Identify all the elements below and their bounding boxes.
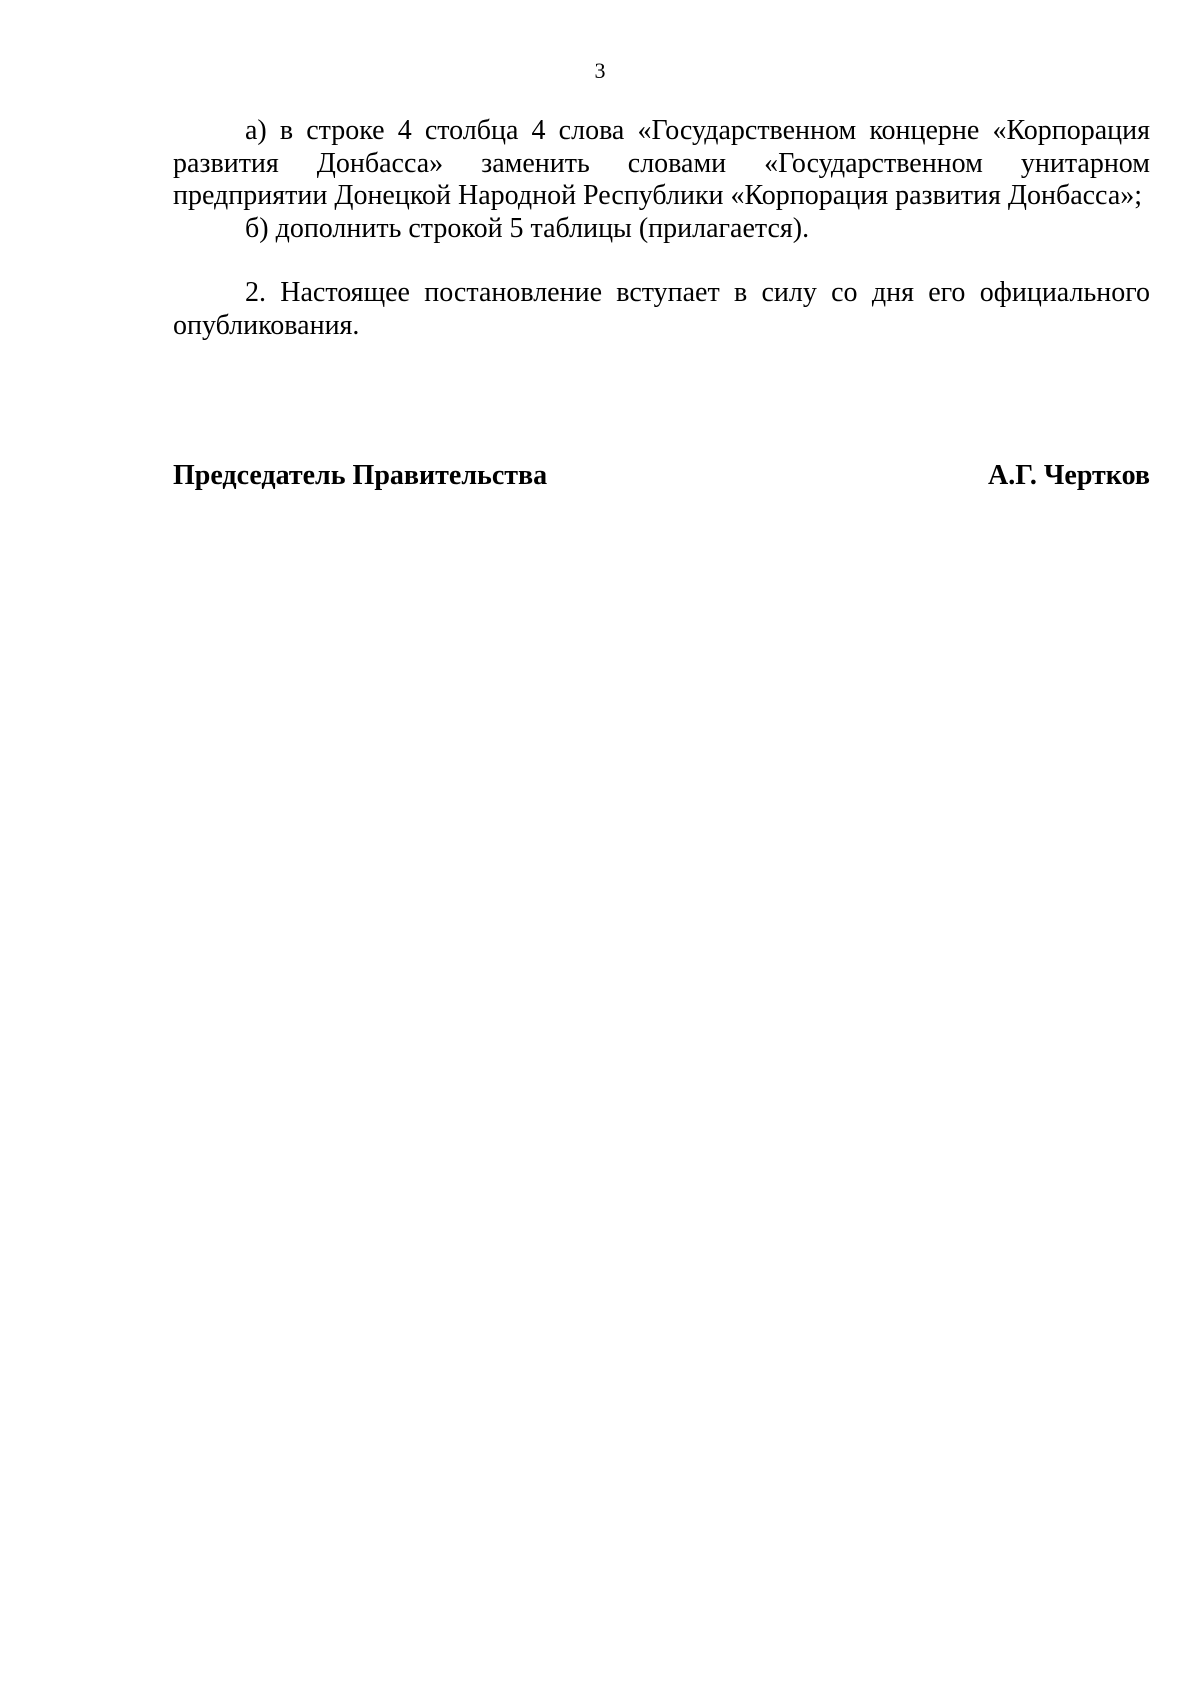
signatory-name: А.Г. Чертков bbox=[988, 460, 1150, 491]
signature-block bbox=[173, 460, 1150, 492]
paragraph-item-b: б) дополнить строкой 5 таблицы (прилагается). bbox=[245, 212, 810, 244]
document-body bbox=[173, 115, 1150, 342]
paragraph-clause-2: 2. Настоящее постановление вступает в силу со дня его официального опубликования. bbox=[173, 277, 1150, 341]
paragraph-item-a: а) в строке 4 столбца 4 слова «Государственном концерне «Корпорация развития Донбасса» заменить словами «Государственном унитарном предприятии Донецкой Народной Республики «Корпорация развития Донбасса»; bbox=[173, 115, 1150, 211]
signatory-position: Председатель Правительства bbox=[173, 460, 548, 491]
page-number: 3 bbox=[594, 58, 606, 83]
